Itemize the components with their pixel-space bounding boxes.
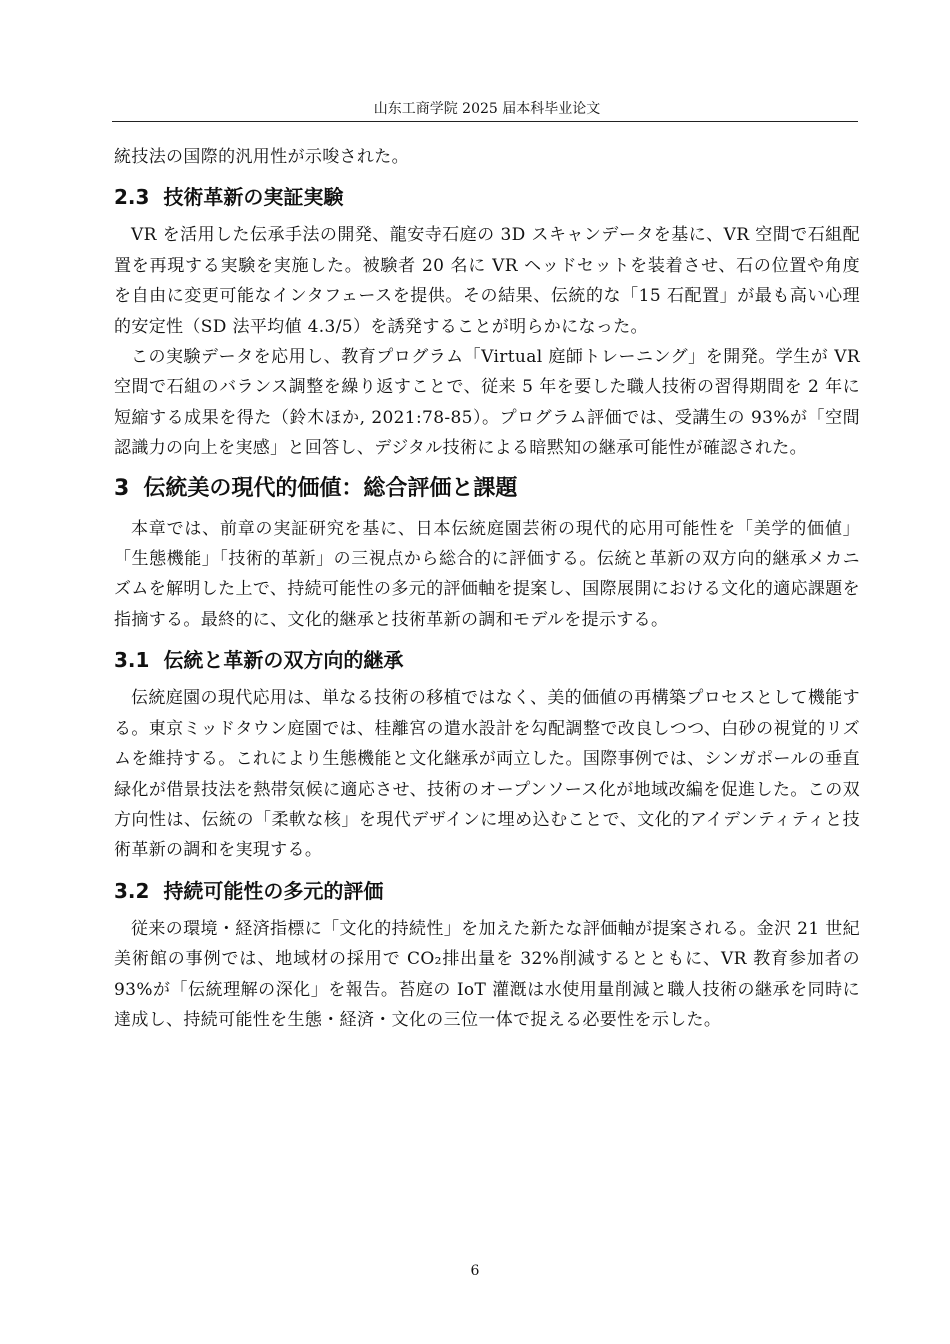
section-title: 伝統と革新の双方向的継承	[163, 648, 404, 673]
section-title: 伝統美の現代的価値：総合評価と課題	[143, 475, 518, 501]
section-3-heading	[114, 474, 860, 504]
header-divider	[112, 121, 858, 122]
section-3-1-heading	[114, 645, 860, 675]
section-number: 2.3	[114, 185, 150, 210]
paragraph: この実験データを応用し、教育プログラム「Virtual 庭師トレーニング」を開発。学生が VR 空間で石組のバランス調整を繰り返すことで、従来 5 年を要した職人技術の習得期間を 2 年に短縮する成果を得た（鈴木ほか, 2021:78-85）。プログラム評価では、受講生の 93%が「空間認識力の向上を実感」と回答し、デジタル技術による暗黙知の継承可能性が確認された。	[114, 347, 860, 459]
section-number: 3	[114, 475, 130, 501]
running-header: 山东工商学院 2025 届本科毕业论文	[373, 101, 601, 117]
paragraph: 伝統庭園の現代応用は、単なる技術の移植ではなく、美的価値の再構築プロセスとして機能する。東京ミッドタウン庭園では、桂離宮の遣水設計を勾配調整で改良しつつ、白砂の視覚的リズムを維持する。これにより生態機能と文化継承が両立した。国際事例では、シンガポールの垂直緑化が借景技法を熱帯気候に適応させ、技術のオープンソース化が地域改編を促進した。この双方向性は、伝統の「柔軟な核」を現代デザインに埋め込むことで、文化的アイデンティティと技術革新の調和を実現する。	[114, 688, 860, 861]
paragraph: 本章では、前章の実証研究を基に、日本伝統庭園芸術の現代的応用可能性を「美学的価値」「生態機能」「技術的革新」の三視点から総合的に評価する。伝統と革新の双方向的継承メカニズムを解明した上で、持続可能性の多元的評価軸を提案し、国際展開における文化的適応課題を指摘する。最終的に、文化的継承と技術革新の調和モデルを提示する。	[114, 518, 860, 630]
intro-line: 統技法の国際的汎用性が示唆された。	[114, 147, 409, 167]
page-body	[114, 142, 860, 1035]
paragraph: VR を活用した伝承手法の開発、龍安寺石庭の 3D スキャンデータを基に、VR 空間で石組配置を再現する実験を実施した。被験者 20 名に VR ヘッドセットを装着させ、石の位置や角度を自由に変更可能なインタフェースを提供。その結果、伝統的な「15 石配置」が最も高い心理的安定性（SD 法平均値 4.3/5）を誘発することが明らかになった。	[114, 225, 860, 337]
section-number: 3.1	[114, 648, 150, 673]
section-3-2-heading	[114, 876, 860, 906]
section-title: 技術革新の実証実験	[163, 185, 344, 210]
page-number: 6	[470, 1263, 480, 1279]
section-number: 3.2	[114, 878, 150, 903]
section-2-3-heading	[114, 182, 860, 212]
section-title: 持続可能性の多元的評価	[163, 878, 384, 903]
paragraph: 従来の環境・経済指標に「文化的持続性」を加えた新たな評価軸が提案される。金沢 21 世紀美術館の事例では、地域材の採用で CO₂排出量を 32%削減するとともに、VR 教育参加者の 93%が「伝統理解の深化」を報告。苔庭の IoT 灌漑は水使用量削減と職人技術の継承を同時に達成し、持続可能性を生態・経済・文化の三位一体で捉える必要性を示した。	[114, 918, 860, 1030]
